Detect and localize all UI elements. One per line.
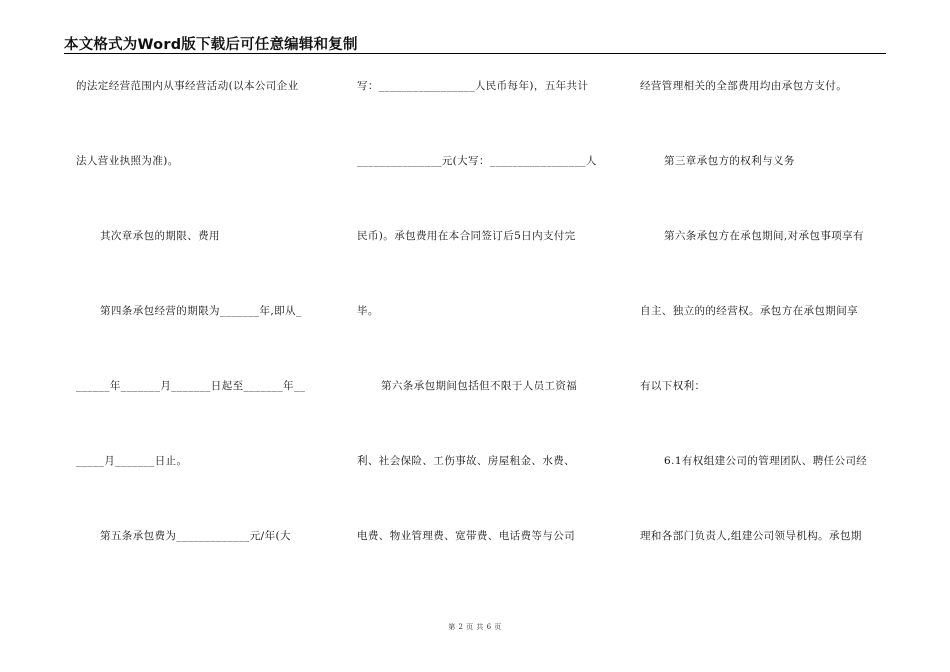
chapter-heading: 其次章承包的期限、费用 bbox=[100, 230, 220, 242]
text-line: _____月_______日止。 bbox=[76, 455, 188, 467]
article-line: 第五条承包费为_____________元/年(大 bbox=[100, 530, 291, 542]
text-line: 利、社会保险、工伤事故、房屋租金、水费、 bbox=[357, 455, 575, 467]
text-line: 理和各部门负责人,组建公司领导机构。承包期 bbox=[640, 530, 862, 542]
header-divider bbox=[64, 53, 886, 54]
text-line: 的法定经营范围内从事经营活动(以本公司企业 bbox=[76, 80, 299, 92]
text-line: 电费、物业管理费、宽带费、电话费等与公司 bbox=[357, 530, 575, 542]
clause-line: 6.1有权组建公司的管理团队、聘任公司经 bbox=[664, 455, 868, 467]
text-line: _______________元(大写：_________________人 bbox=[357, 155, 597, 167]
article-line: 第六条承包方在承包期间,对承包事项享有 bbox=[664, 230, 864, 242]
text-line: 写：_________________人民币每年)，五年共计 bbox=[357, 80, 589, 92]
text-line: 毕。 bbox=[357, 305, 379, 317]
chapter-heading: 第三章承包方的权利与义务 bbox=[664, 155, 795, 167]
text-line: 有以下权利： bbox=[640, 380, 706, 392]
text-line: 法人营业执照为准)。 bbox=[76, 155, 179, 167]
article-line: 第六条承包期间包括但不限于人员工资福 bbox=[381, 380, 578, 392]
page-number: 第 2 页 共 6 页 bbox=[448, 623, 502, 631]
document-header-title: 本文格式为Word版下载后可任意编辑和复制 bbox=[64, 37, 358, 53]
text-line: 经营管理相关的全部费用均由承包方支付。 bbox=[640, 80, 848, 92]
text-line: 民币)。承包费用在本合同签订后5日内支付完 bbox=[357, 230, 576, 242]
article-line: 第四条承包经营的期限为_______年,即从_ bbox=[100, 305, 302, 317]
text-line: ______年_______月_______日起至_______年__ bbox=[76, 380, 306, 392]
text-line: 自主、独立的的经营权。承包方在承包期间享 bbox=[640, 305, 858, 317]
